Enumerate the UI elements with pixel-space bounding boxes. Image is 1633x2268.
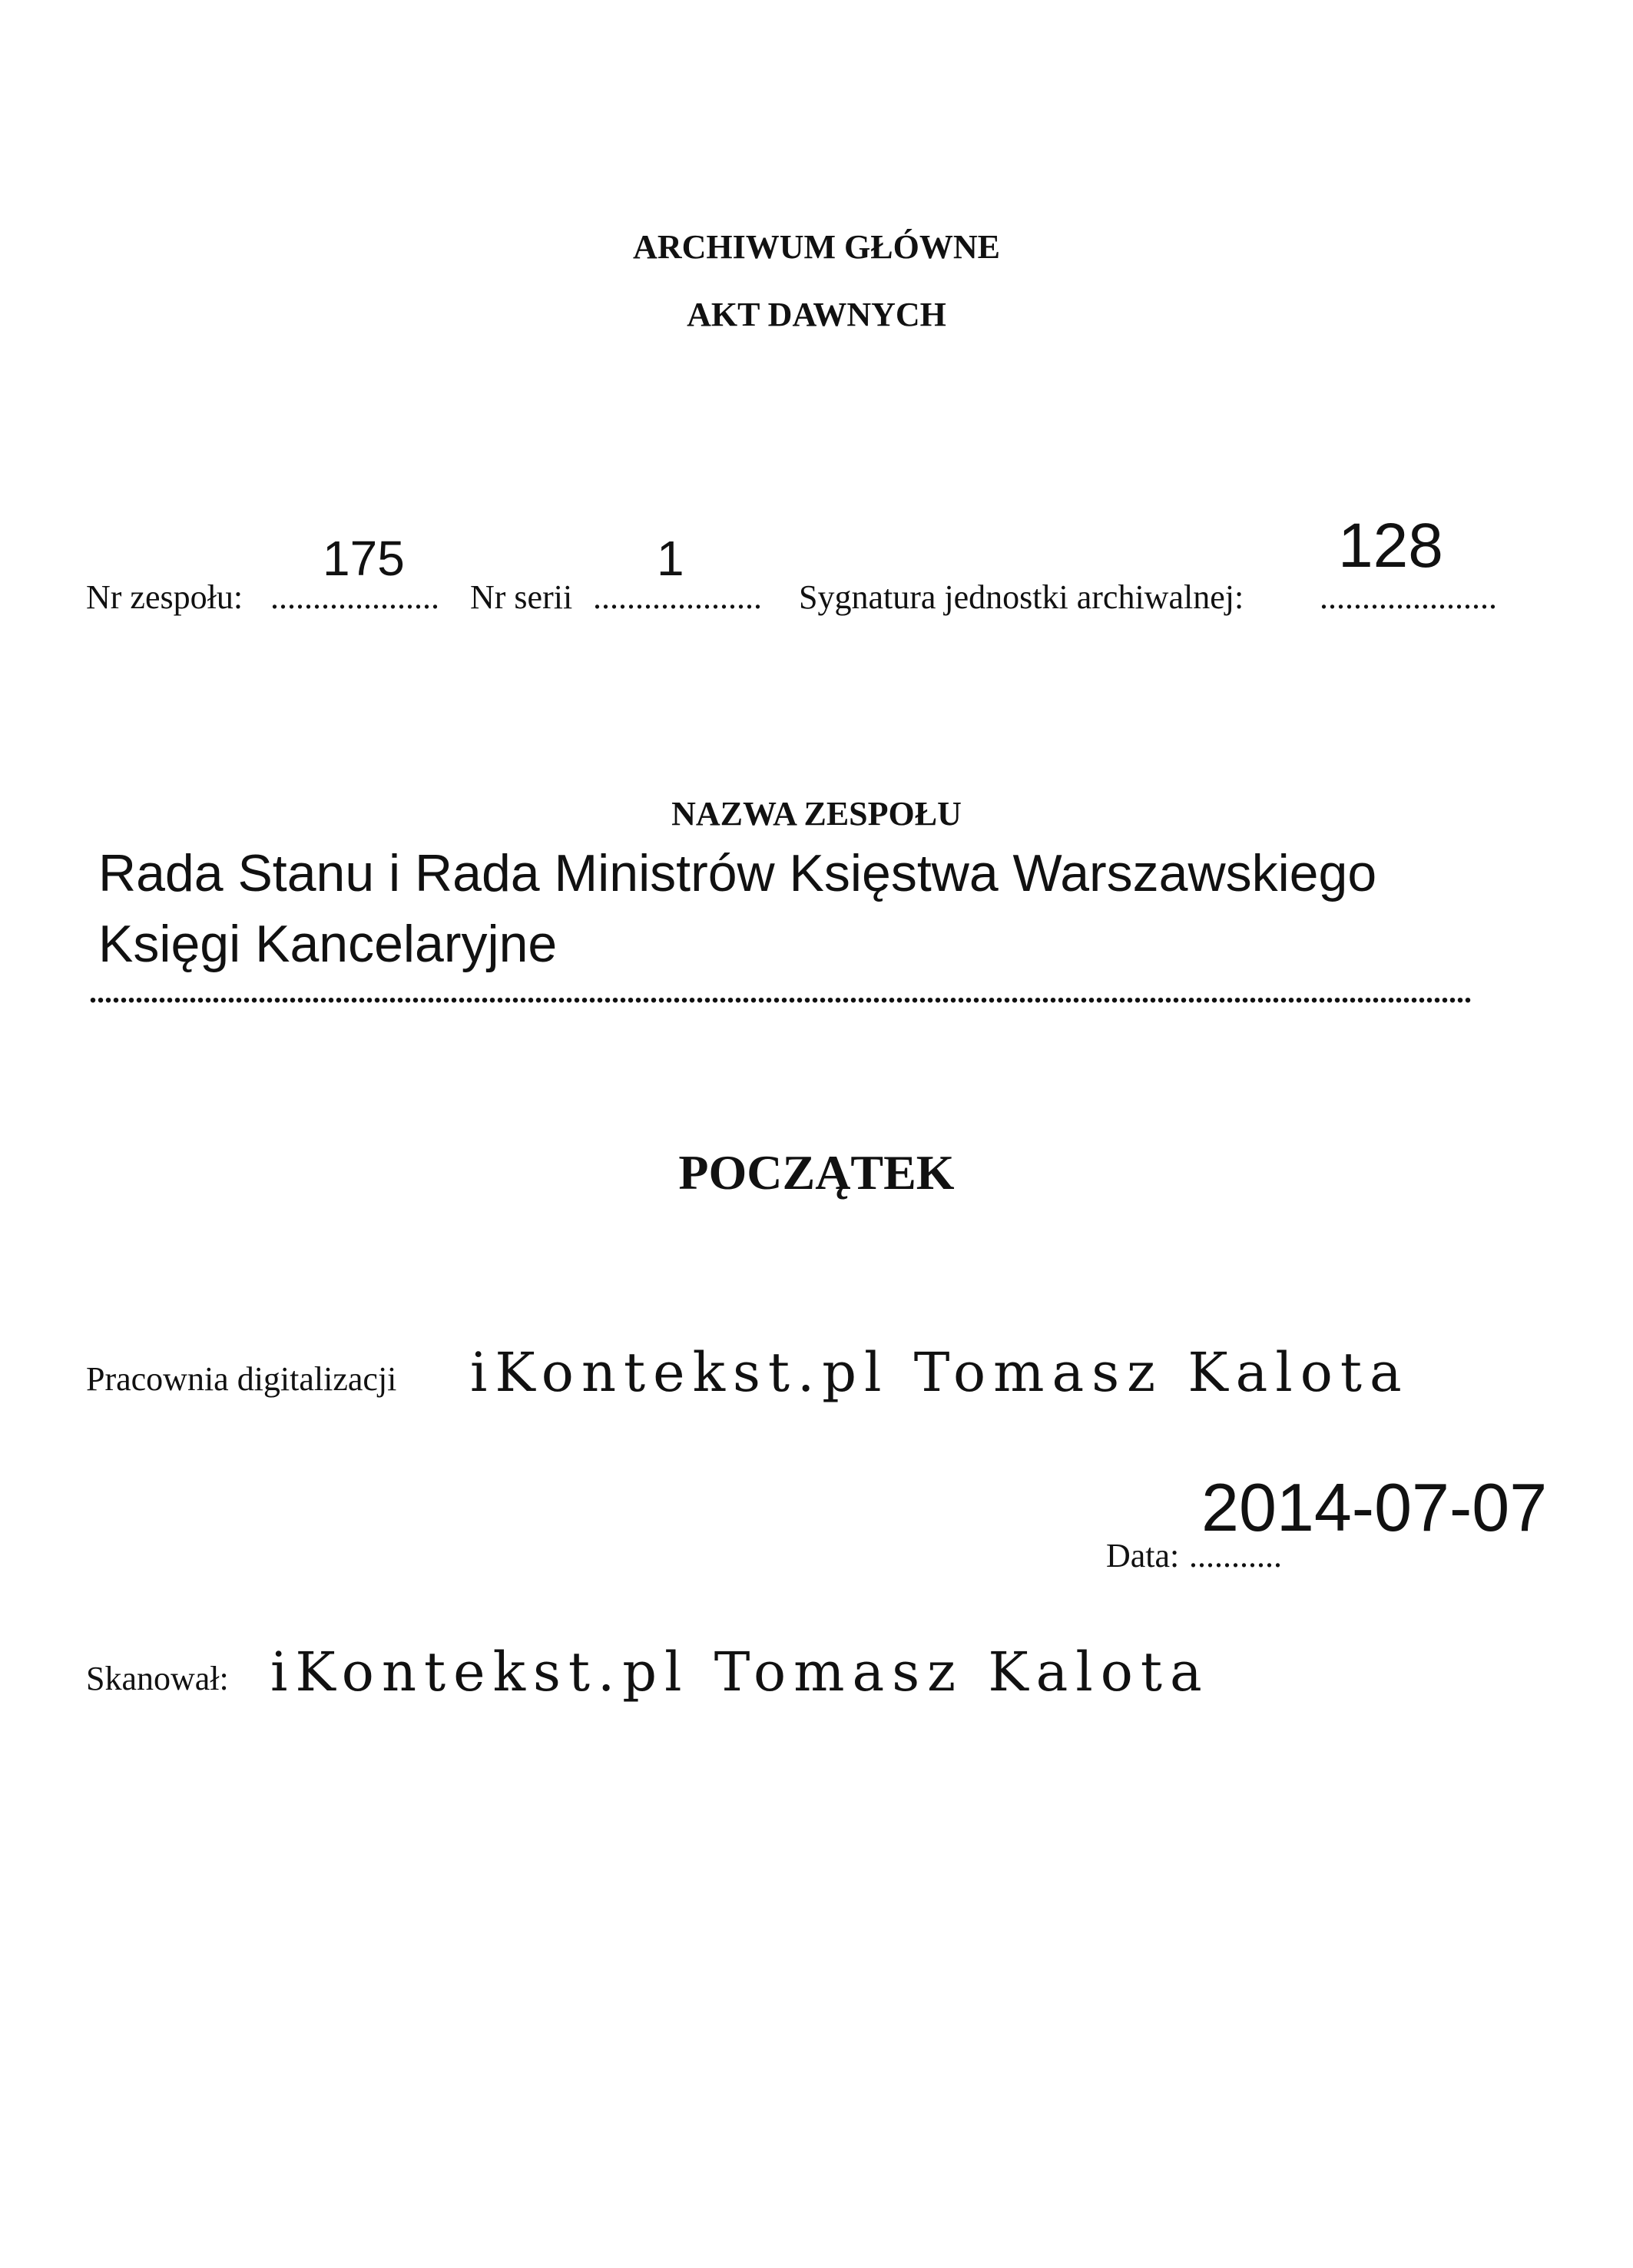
scanned-by-value: iKontekst.pl Tomasz Kalota: [270, 1641, 1210, 1703]
scanned-by-label: Skanował:: [86, 1660, 229, 1697]
archive-name-line1: ARCHIWUM GŁÓWNE: [633, 228, 1000, 266]
fond-name-line1: Rada Stanu i Rada Ministrów Księstwa Warszawskiego: [98, 844, 1377, 902]
signature-dots: .....................: [1320, 578, 1497, 616]
fond-name-line2: Księgi Kancelaryjne: [98, 915, 558, 973]
fond-number-dots: ....................: [270, 578, 439, 616]
date-label: Data:: [1106, 1537, 1180, 1574]
fond-number-value: 175: [323, 531, 405, 586]
date-dots: ...........: [1189, 1537, 1282, 1574]
series-number-dots: ....................: [593, 578, 762, 616]
fond-name-dotted-rule: ....................................................................................................................................................................................: [89, 975, 1472, 1009]
digitization-lab-value: iKontekst.pl Tomasz Kalota: [470, 1341, 1409, 1404]
date-value: 2014-07-07: [1201, 1469, 1548, 1545]
archive-name-line2: AKT DAWNYCH: [687, 296, 946, 333]
series-number-label: Nr serii: [470, 578, 573, 616]
digitization-lab-label: Pracownia digitalizacji: [86, 1360, 397, 1398]
series-number-value: 1: [657, 531, 684, 586]
section-title: POCZĄTEK: [678, 1145, 955, 1200]
signature-label: Sygnatura jednostki archiwalnej:: [799, 578, 1244, 616]
fond-number-label: Nr zespołu:: [86, 578, 243, 616]
signature-value: 128: [1338, 511, 1443, 581]
fond-name-heading: NAZWA ZESPOŁU: [671, 795, 962, 833]
